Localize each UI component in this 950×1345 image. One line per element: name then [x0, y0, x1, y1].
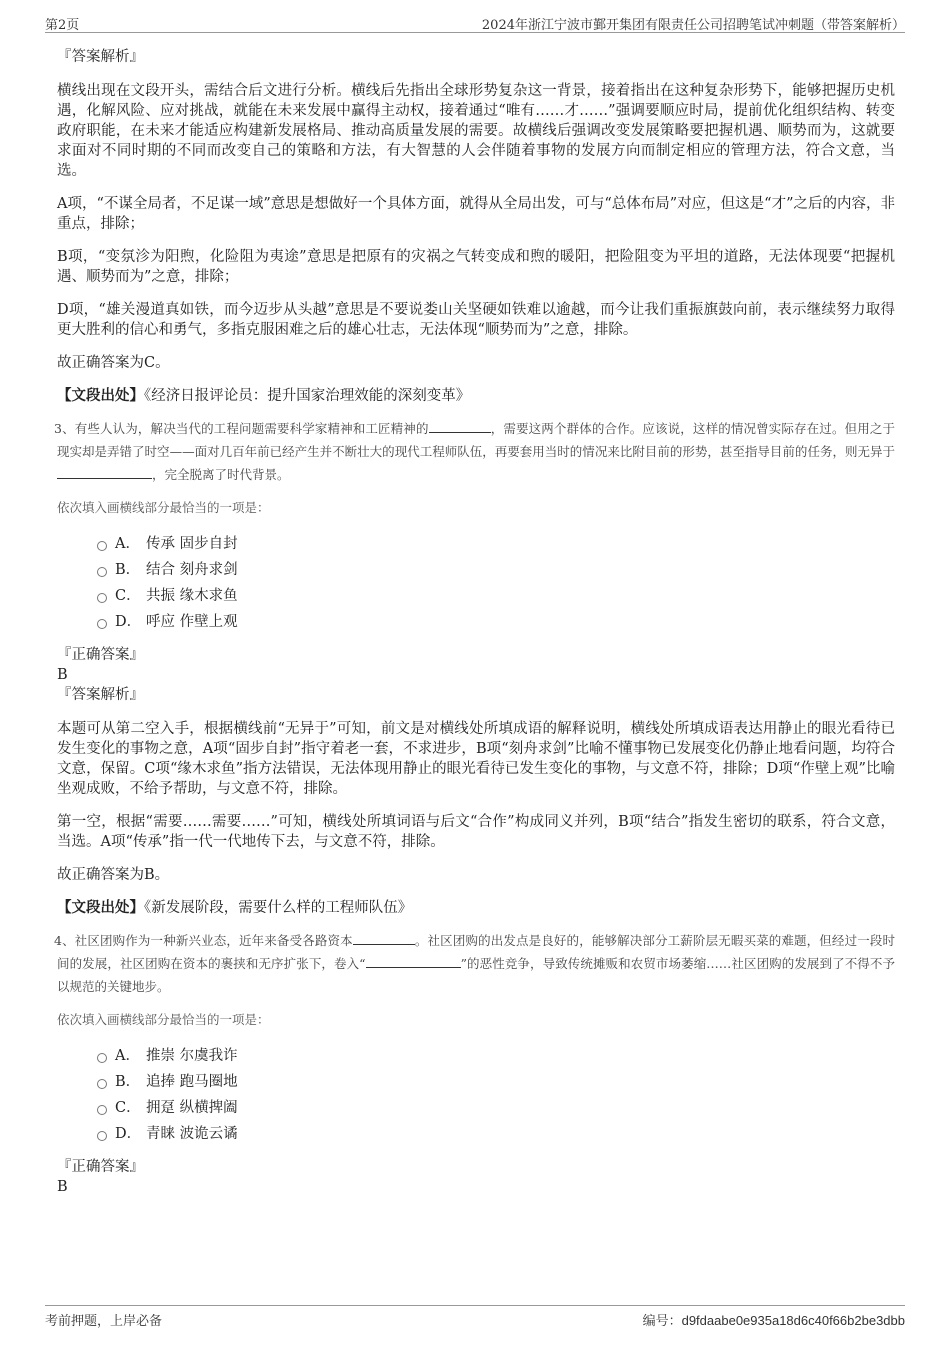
page-header: [45, 12, 905, 33]
fill-blank: [353, 930, 415, 945]
option-a[interactable]: A． 传承 固步自封: [57, 531, 895, 557]
fill-blank: [429, 418, 491, 433]
radio-icon[interactable]: [97, 619, 107, 629]
option-a[interactable]: A． 推崇 尔虞我诈: [57, 1043, 895, 1069]
radio-icon[interactable]: [97, 1079, 107, 1089]
question-instruction: 依次填入画横线部分最恰当的一项是：: [57, 1012, 270, 1027]
question-4-stem: 4、社区团购作为一种新兴业态，近年来备受各路资本 。社区团购的出发点是良好的，能够解决部分工薪阶层无暇买菜的难题，但经过一段时间的发展，社区团购在资本的裹挟和无序扩张下，卷入“ ”的恶性竞争，导致传统摊贩和农贸市场萎缩……社区团购的发展到了不得不予以规范的关键地步。: [57, 929, 895, 998]
question-instruction: 依次填入画横线部分最恰当的一项是：: [57, 500, 270, 515]
source-text: 《新发展阶段，需要什么样的工程师队伍》: [144, 900, 413, 916]
radio-icon[interactable]: [97, 1053, 107, 1063]
option-c[interactable]: C． 共振 缘木求鱼: [57, 583, 895, 609]
footer-slogan: 考前押题，上岸必备: [45, 1314, 163, 1329]
fill-blank: [57, 464, 152, 479]
question-number: 4、: [54, 933, 75, 948]
option-d[interactable]: D． 青睐 波诡云谲: [57, 1121, 895, 1147]
conclusion: 故正确答案为B。: [57, 867, 170, 883]
analysis-paragraph: B项，“变氛沴为阳煦，化险阻为夷途”意思是把原有的灾祸之气转变成和煦的暖阳，把险阻变为平坦的道路，无法体现要“把握机遇、顺势而为”之意，排除；: [57, 249, 895, 285]
source-label: 【文段出处】: [57, 899, 144, 916]
options-list: [57, 1043, 895, 1147]
correct-answer-label: 『正确答案』: [57, 647, 144, 663]
source-line: [57, 386, 895, 406]
fill-blank: [366, 953, 461, 968]
radio-icon[interactable]: [97, 593, 107, 603]
code-value: d9fdaabe0e935a18d6c40f66b2be3dbb: [681, 1313, 905, 1328]
analysis-paragraph: A项，“不谋全局者，不足谋一域”意思是想做好一个具体方面，就得从全局出发，可与“总体布局”对应，但这是“才”之后的内容，非重点，排除；: [57, 196, 895, 232]
source-text: 《经济日报评论员：提升国家治理效能的深刻变革》: [144, 388, 471, 404]
analysis-label: 『答案解析』: [57, 687, 144, 703]
option-c[interactable]: C． 拥趸 纵横捭阖: [57, 1095, 895, 1121]
analysis-paragraph: 第一空，根据“需要……需要……”可知，横线处所填词语与后文“合作”构成同义并列，B项“结合”指发生密切的联系，符合文意，当选。A项“传承”指一代一代地传下去，与文意不符，排除。: [57, 814, 895, 850]
option-d[interactable]: D． 呼应 作壁上观: [57, 609, 895, 635]
correct-answer-label: 『正确答案』: [57, 1159, 144, 1175]
conclusion: 故正确答案为C。: [57, 355, 170, 371]
page-footer: [45, 1305, 905, 1329]
option-b[interactable]: B． 结合 刻舟求剑: [57, 557, 895, 583]
source-label: 【文段出处】: [57, 387, 144, 404]
analysis-paragraph: 横线出现在文段开头，需结合后文进行分析。横线后先指出全球形势复杂这一背景，接着指出在这种复杂形势下，能够把握历史机遇，化解风险、应对挑战，就能在未来发展中赢得主动权，接着通过“唯有……才……”强调要顺应时局，提前优化组织结构、转变政府职能，在未来才能适应构建新发展格局、推动高质量发展的需要。故横线后强调改变发展策略要把握机遇、顺势而为，这就要求面对不同时期的不同而改变自己的策略和方法，有大智慧的人会伴随着事物的发展方向而制定相应的管理方法，符合文意，当选。: [57, 83, 895, 179]
analysis-paragraph: 本题可从第二空入手，根据横线前“无异于”可知，前文是对横线处所填成语的解释说明，横线处所填成语表达用静止的眼光看待已发生变化的事物之意，A项“固步自封”指守着老一套，不求进步，B项“刻舟求剑”比喻不懂事物已发展变化仍静止地看问题，均符合文意，保留。C项“缘木求鱼”指方法错误，无法体现用静止的眼光看待已发生变化的事物，与文意不符，排除；D项“作壁上观”比喻坐观成败，不给予帮助，与文意不符，排除。: [57, 721, 895, 797]
page-number: 第2页: [45, 18, 80, 33]
question-number: 3、: [54, 421, 75, 436]
correct-answer: B: [57, 1179, 68, 1195]
options-list: [57, 531, 895, 635]
radio-icon[interactable]: [97, 1105, 107, 1115]
question-3-stem: 3、有些人认为，解决当代的工程问题需要科学家精神和工匠精神的 ，需要这两个群体的合作。应该说，这样的情况曾实际存在过。但用之于现实却是弄错了时空——面对几百年前已经产生并不断壮大的现代工程师队伍，再要套用当时的情况来比附目前的形势，甚至指导目前的任务，则无异于，完全脱离了时代背景。: [57, 417, 895, 486]
analysis-label: 『答案解析』: [57, 49, 144, 65]
analysis-paragraph: D项，“雄关漫道真如铁，而今迈步从头越”意思是不要说娄山关坚硬如铁难以逾越，而今让我们重振旗鼓向前，表示继续努力取得更大胜利的信心和勇气，多指克服困难之后的雄心壮志，无法体现“顺势而为”之意，排除。: [57, 302, 895, 338]
source-line: [57, 898, 895, 918]
code-label: 编号：: [642, 1314, 682, 1329]
radio-icon[interactable]: [97, 1131, 107, 1141]
radio-icon[interactable]: [97, 541, 107, 551]
option-b[interactable]: B． 追捧 跑马圈地: [57, 1069, 895, 1095]
page-content: [54, 47, 895, 1197]
footer-code: [643, 1310, 905, 1329]
correct-answer: B: [57, 667, 68, 683]
radio-icon[interactable]: [97, 567, 107, 577]
document-title: 2024年浙江宁波市鄞开集团有限责任公司招聘笔试冲刺题（带答案解析）: [481, 18, 905, 33]
